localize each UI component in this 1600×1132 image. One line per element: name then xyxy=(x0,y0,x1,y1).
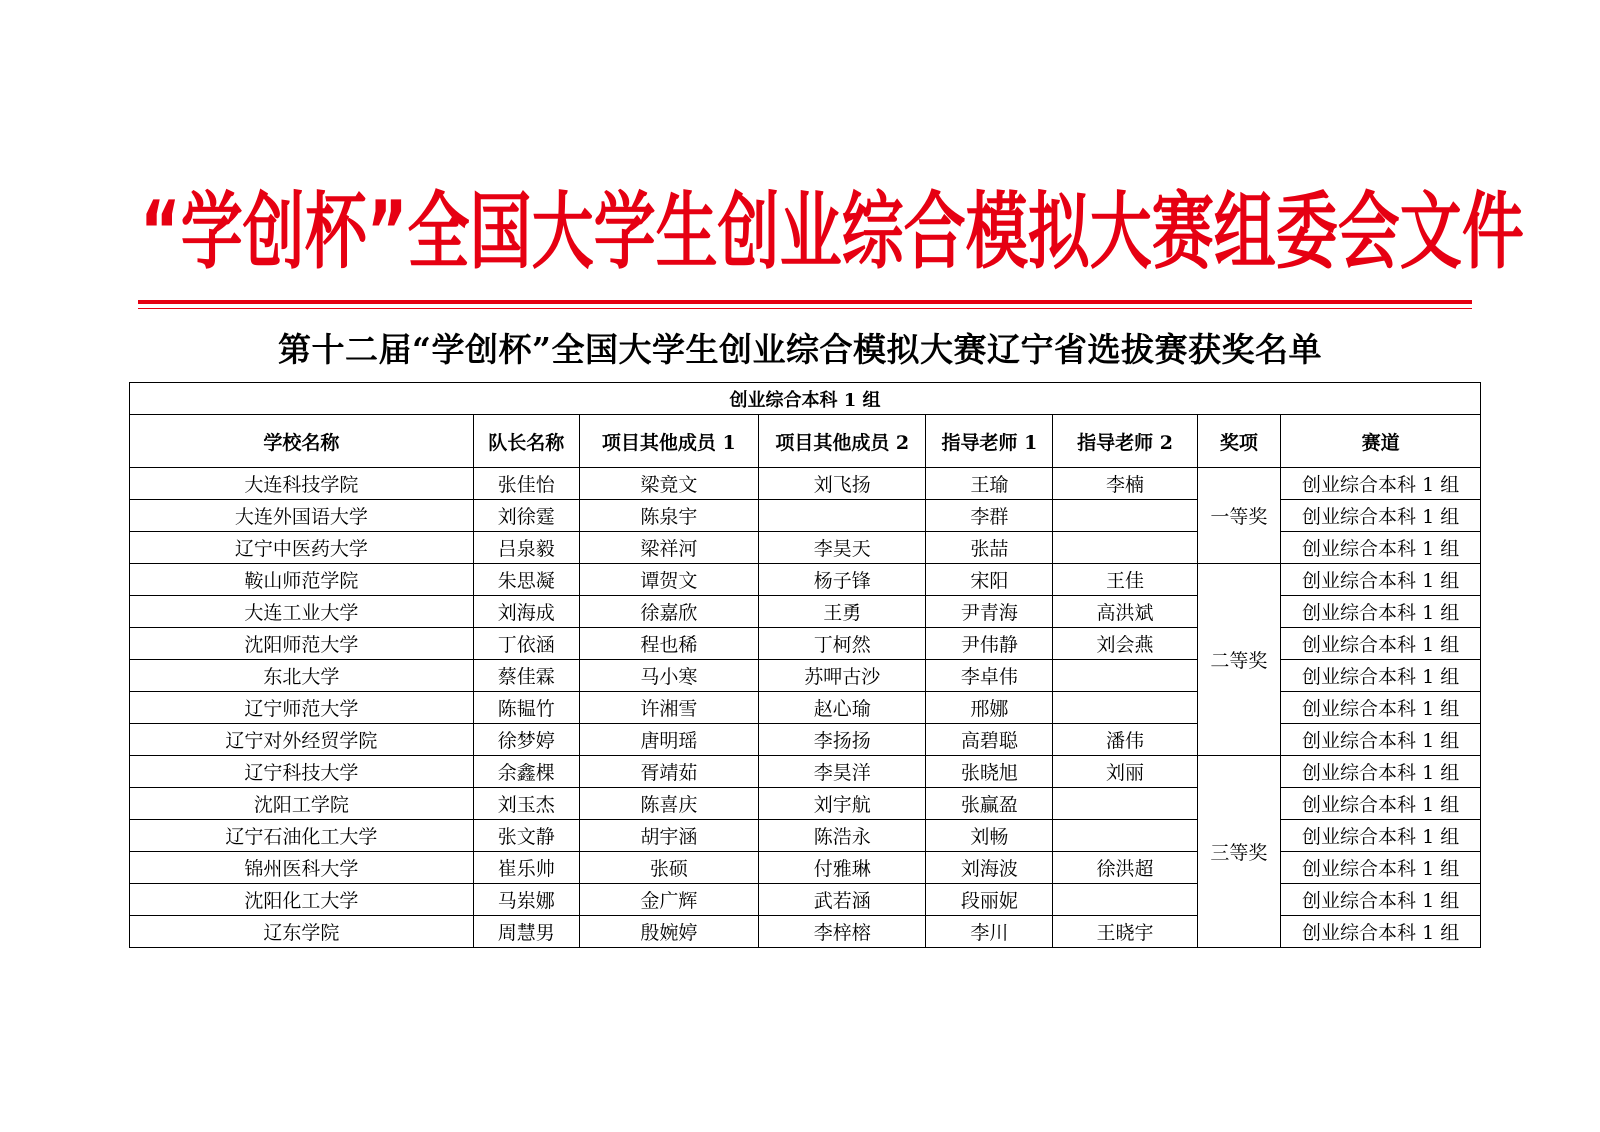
track-cell: 创业综合本科 1 组 xyxy=(1281,660,1481,692)
member-2-cell: 李扬扬 xyxy=(759,724,926,756)
track-cell: 创业综合本科 1 组 xyxy=(1281,756,1481,788)
advisor-2-cell: 高洪斌 xyxy=(1053,596,1197,628)
header-char: 委 xyxy=(1275,182,1338,281)
advisor-1-cell: 邢娜 xyxy=(926,692,1053,724)
table-body xyxy=(130,468,1481,948)
school-cell: 沈阳工学院 xyxy=(130,788,474,820)
advisor-1-cell: 段丽妮 xyxy=(926,884,1053,916)
member-2-cell: 武若涵 xyxy=(759,884,926,916)
advisor-2-cell: 徐洪超 xyxy=(1053,852,1197,884)
member-1-cell: 谭贺文 xyxy=(579,564,758,596)
track-cell: 创业综合本科 1 组 xyxy=(1281,628,1481,660)
advisor-2-cell xyxy=(1053,788,1197,820)
track-cell: 创业综合本科 1 组 xyxy=(1281,852,1481,884)
advisor-1-cell: 刘畅 xyxy=(926,820,1053,852)
member-1-cell: 程也稀 xyxy=(579,628,758,660)
captain-cell: 蔡佳霖 xyxy=(473,660,579,692)
advisor-1-cell: 高碧聪 xyxy=(926,724,1053,756)
advisor-1-cell: 李川 xyxy=(926,916,1053,948)
award-cell: 三等奖 xyxy=(1197,756,1281,948)
column-header-track: 赛道 xyxy=(1281,415,1481,468)
header-char: 大 xyxy=(531,182,594,281)
school-cell: 东北大学 xyxy=(130,660,474,692)
member-1-cell: 金广辉 xyxy=(579,884,758,916)
school-cell: 鞍山师范学院 xyxy=(130,564,474,596)
track-cell: 创业综合本科 1 组 xyxy=(1281,596,1481,628)
advisor-2-cell xyxy=(1053,660,1197,692)
member-1-cell: 陈泉宇 xyxy=(579,500,758,532)
header-char: 拟 xyxy=(1027,182,1090,281)
advisor-2-cell: 刘丽 xyxy=(1053,756,1197,788)
captain-cell: 周慧男 xyxy=(473,916,579,948)
column-header-school: 学校名称 xyxy=(130,415,474,468)
track-cell: 创业综合本科 1 组 xyxy=(1281,884,1481,916)
member-2-cell: 王勇 xyxy=(759,596,926,628)
school-cell: 辽宁石油化工大学 xyxy=(130,820,474,852)
header-char: 国 xyxy=(469,182,532,281)
member-1-cell: 张硕 xyxy=(579,852,758,884)
track-cell: 创业综合本科 1 组 xyxy=(1281,692,1481,724)
member-1-cell: 梁祥河 xyxy=(579,532,758,564)
advisor-1-cell: 张赢盈 xyxy=(926,788,1053,820)
award-cell: 一等奖 xyxy=(1197,468,1281,564)
header-char: 件 xyxy=(1461,182,1524,281)
column-header-advisor-1: 指导老师 1 xyxy=(926,415,1053,468)
member-2-cell: 苏呷古沙 xyxy=(759,660,926,692)
captain-cell: 徐梦婷 xyxy=(473,724,579,756)
captain-cell: 崔乐帅 xyxy=(473,852,579,884)
advisor-2-cell xyxy=(1053,692,1197,724)
advisor-1-cell: 宋阳 xyxy=(926,564,1053,596)
header-char: 学 xyxy=(593,182,656,281)
member-1-cell: 马小寒 xyxy=(579,660,758,692)
header-rule-thin xyxy=(138,308,1472,309)
member-2-cell: 李昊洋 xyxy=(759,756,926,788)
table-row xyxy=(130,756,1481,788)
column-header-row xyxy=(130,415,1481,468)
school-cell: 沈阳师范大学 xyxy=(130,628,474,660)
column-header-member-2: 项目其他成员 2 xyxy=(759,415,926,468)
advisor-2-cell: 王佳 xyxy=(1053,564,1197,596)
header-char: 全 xyxy=(407,182,470,281)
column-header-captain: 队长名称 xyxy=(473,415,579,468)
school-cell: 锦州医科大学 xyxy=(130,852,474,884)
member-1-cell: 梁竟文 xyxy=(579,468,758,500)
header-char: 合 xyxy=(903,182,966,281)
member-2-cell: 刘宇航 xyxy=(759,788,926,820)
member-2-cell: 陈浩永 xyxy=(759,820,926,852)
advisor-1-cell: 李群 xyxy=(926,500,1053,532)
member-2-cell: 刘飞扬 xyxy=(759,468,926,500)
member-2-cell xyxy=(759,500,926,532)
track-cell: 创业综合本科 1 组 xyxy=(1281,788,1481,820)
school-cell: 辽东学院 xyxy=(130,916,474,948)
captain-cell: 刘海成 xyxy=(473,596,579,628)
member-1-cell: 徐嘉欣 xyxy=(579,596,758,628)
header-char: 学 xyxy=(180,182,243,281)
column-header-advisor-2: 指导老师 2 xyxy=(1053,415,1197,468)
group-title-row xyxy=(130,383,1481,415)
header-char: 赛 xyxy=(1151,182,1214,281)
advisor-1-cell: 张喆 xyxy=(926,532,1053,564)
advisor-1-cell: 李卓伟 xyxy=(926,660,1053,692)
school-cell: 大连外国语大学 xyxy=(130,500,474,532)
advisor-1-cell: 张晓旭 xyxy=(926,756,1053,788)
member-1-cell: 许湘雪 xyxy=(579,692,758,724)
captain-cell: 张佳怡 xyxy=(473,468,579,500)
advisor-2-cell xyxy=(1053,500,1197,532)
track-cell: 创业综合本科 1 组 xyxy=(1281,532,1481,564)
column-header-member-1: 项目其他成员 1 xyxy=(579,415,758,468)
track-cell: 创业综合本科 1 组 xyxy=(1281,820,1481,852)
advisor-2-cell: 王晓宇 xyxy=(1053,916,1197,948)
track-cell: 创业综合本科 1 组 xyxy=(1281,468,1481,500)
advisor-2-cell xyxy=(1053,532,1197,564)
header-char: 模 xyxy=(965,182,1028,281)
header-char: 会 xyxy=(1337,182,1400,281)
member-2-cell: 李昊天 xyxy=(759,532,926,564)
captain-cell: 余鑫棵 xyxy=(473,756,579,788)
member-1-cell: 胡宇涵 xyxy=(579,820,758,852)
advisor-1-cell: 王瑜 xyxy=(926,468,1053,500)
school-cell: 辽宁科技大学 xyxy=(130,756,474,788)
header-char: 文 xyxy=(1399,182,1462,281)
track-cell: 创业综合本科 1 组 xyxy=(1281,500,1481,532)
advisor-2-cell xyxy=(1053,820,1197,852)
captain-cell: 马岽娜 xyxy=(473,884,579,916)
header-char: 大 xyxy=(1089,182,1152,281)
track-cell: 创业综合本科 1 组 xyxy=(1281,564,1481,596)
advisor-2-cell: 刘会燕 xyxy=(1053,628,1197,660)
captain-cell: 丁依涵 xyxy=(473,628,579,660)
captain-cell: 刘徐霆 xyxy=(473,500,579,532)
header-char: 创 xyxy=(242,182,305,281)
header-char: 业 xyxy=(779,182,842,281)
member-2-cell: 付雅琳 xyxy=(759,852,926,884)
school-cell: 大连科技学院 xyxy=(130,468,474,500)
captain-cell: 陈韫竹 xyxy=(473,692,579,724)
advisor-1-cell: 刘海波 xyxy=(926,852,1053,884)
member-1-cell: 唐明瑶 xyxy=(579,724,758,756)
header-char: “ xyxy=(140,182,181,281)
header-char: 创 xyxy=(717,182,780,281)
captain-cell: 刘玉杰 xyxy=(473,788,579,820)
column-header-award: 奖项 xyxy=(1197,415,1281,468)
school-cell: 大连工业大学 xyxy=(130,596,474,628)
header-char: 综 xyxy=(841,182,904,281)
school-cell: 辽宁中医药大学 xyxy=(130,532,474,564)
captain-cell: 吕泉毅 xyxy=(473,532,579,564)
captain-cell: 张文静 xyxy=(473,820,579,852)
track-cell: 创业综合本科 1 组 xyxy=(1281,724,1481,756)
award-cell: 二等奖 xyxy=(1197,564,1281,756)
header-rule-thick xyxy=(138,300,1472,304)
header-char: 杯 xyxy=(304,182,367,281)
school-cell: 辽宁对外经贸学院 xyxy=(130,724,474,756)
member-2-cell: 赵心瑜 xyxy=(759,692,926,724)
header-char: ” xyxy=(366,182,408,281)
advisor-1-cell: 尹青海 xyxy=(926,596,1053,628)
header-char: 组 xyxy=(1213,182,1276,281)
captain-cell: 朱思凝 xyxy=(473,564,579,596)
advisor-1-cell: 尹伟静 xyxy=(926,628,1053,660)
member-2-cell: 杨子锋 xyxy=(759,564,926,596)
group-title: 创业综合本科 1 组 xyxy=(130,383,1481,415)
advisor-2-cell: 李楠 xyxy=(1053,468,1197,500)
advisor-2-cell xyxy=(1053,884,1197,916)
member-2-cell: 丁柯然 xyxy=(759,628,926,660)
document-header xyxy=(140,178,1524,286)
table-row xyxy=(130,468,1481,500)
school-cell: 辽宁师范大学 xyxy=(130,692,474,724)
member-1-cell: 殷婉婷 xyxy=(579,916,758,948)
header-char: 生 xyxy=(655,182,718,281)
track-cell: 创业综合本科 1 组 xyxy=(1281,916,1481,948)
document-title: 第十二届“学创杯”全国大学生创业综合模拟大赛辽宁省选拔赛获奖名单 xyxy=(278,330,1322,369)
member-1-cell: 陈喜庆 xyxy=(579,788,758,820)
member-2-cell: 李梓榕 xyxy=(759,916,926,948)
table-row xyxy=(130,564,1481,596)
advisor-2-cell: 潘伟 xyxy=(1053,724,1197,756)
school-cell: 沈阳化工大学 xyxy=(130,884,474,916)
member-1-cell: 胥靖茹 xyxy=(579,756,758,788)
awards-table xyxy=(129,382,1481,948)
